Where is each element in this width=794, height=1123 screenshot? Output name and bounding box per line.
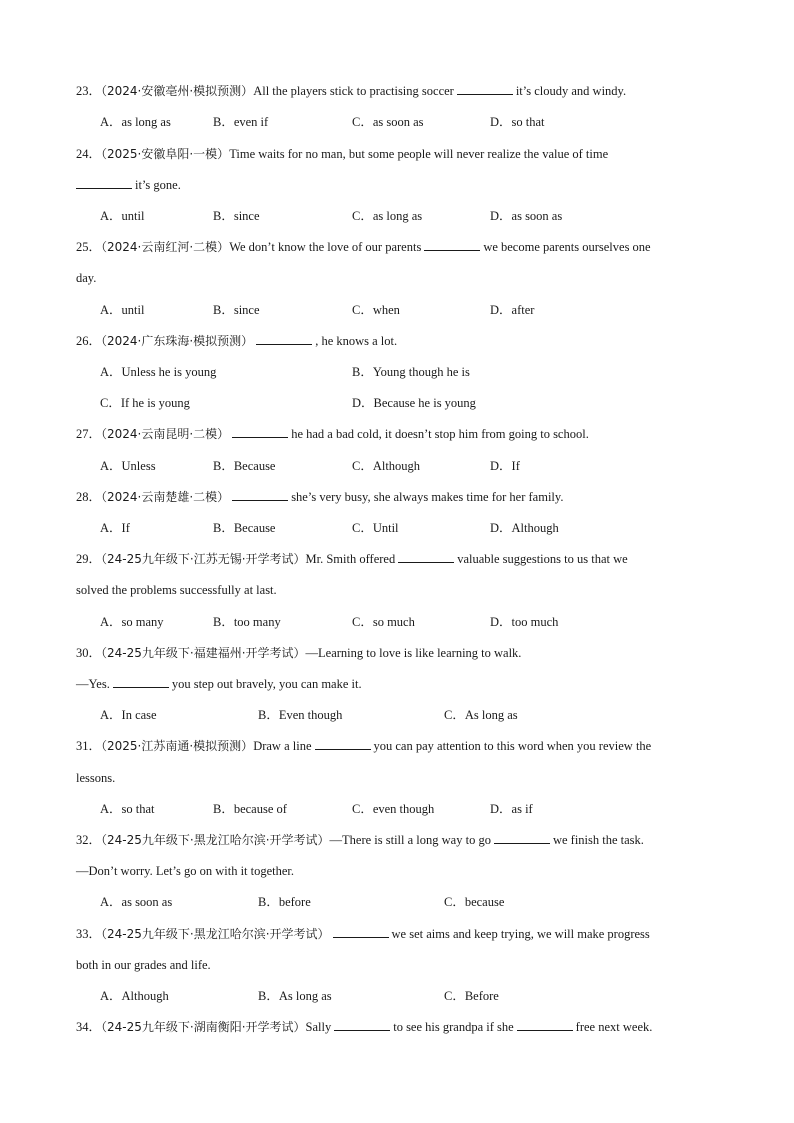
question-number: 34． bbox=[76, 1020, 102, 1034]
question-30 bbox=[76, 644, 721, 662]
option-c: C．because bbox=[444, 895, 505, 909]
question-text: solved the problems successfully at last. bbox=[76, 583, 277, 597]
option-b: B．Young though he is bbox=[352, 365, 470, 379]
question-number: 26． bbox=[76, 334, 102, 348]
option-c: C．Although bbox=[352, 459, 421, 473]
question-25-cont bbox=[76, 269, 721, 287]
option-c: C．when bbox=[352, 303, 400, 317]
option-d: D．too much bbox=[490, 615, 559, 629]
options-25 bbox=[100, 301, 740, 319]
answer-blank bbox=[232, 425, 288, 438]
option-c: C．as soon as bbox=[352, 115, 424, 129]
question-text: —There is still a long way to go bbox=[329, 833, 491, 847]
question-text: All the players stick to practising soccer bbox=[253, 84, 454, 98]
options-28 bbox=[100, 519, 740, 537]
question-30-cont bbox=[76, 675, 721, 693]
option-a: A．as long as bbox=[100, 115, 171, 129]
answer-blank bbox=[232, 488, 288, 501]
question-number: 28． bbox=[76, 490, 102, 504]
options-26-row2 bbox=[100, 394, 740, 412]
question-source: （2024·广东珠海·模拟预测） bbox=[101, 334, 254, 348]
options-26-row1 bbox=[100, 363, 740, 381]
question-text: lessons. bbox=[76, 771, 116, 785]
question-number: 30． bbox=[76, 646, 102, 660]
question-text: we finish the task. bbox=[552, 833, 644, 847]
question-source: （2025·安徽阜阳·一模） bbox=[101, 147, 230, 161]
question-source: （24-25九年级下·湖南衡阳·开学考试） bbox=[101, 1020, 306, 1034]
option-d: D．so that bbox=[490, 115, 545, 129]
question-number: 31． bbox=[76, 739, 102, 753]
option-c: C．If he is young bbox=[100, 396, 190, 410]
option-a: A．Unless bbox=[100, 459, 156, 473]
question-text: —Don’t worry. Let’s go on with it together. bbox=[76, 864, 295, 878]
question-number: 24． bbox=[76, 147, 102, 161]
question-source: （24-25九年级下·黑龙江哈尔滨·开学考试） bbox=[101, 833, 330, 847]
question-34 bbox=[76, 1018, 721, 1036]
options-31 bbox=[100, 800, 740, 818]
answer-blank bbox=[457, 82, 513, 95]
question-source: （24-25九年级下·江苏无锡·开学考试） bbox=[101, 552, 306, 566]
option-a: A．so many bbox=[100, 615, 164, 629]
question-source: （24-25九年级下·福建福州·开学考试） bbox=[101, 646, 306, 660]
option-a: A．as soon as bbox=[100, 895, 173, 909]
question-number: 32． bbox=[76, 833, 102, 847]
question-text: valuable suggestions to us that we bbox=[457, 552, 628, 566]
options-24 bbox=[100, 207, 740, 225]
option-b: B．Because bbox=[213, 521, 276, 535]
option-c: C．Before bbox=[444, 989, 499, 1003]
question-text: free next week. bbox=[575, 1020, 653, 1034]
option-c: C．even though bbox=[352, 802, 435, 816]
question-text: , he knows a lot. bbox=[315, 334, 398, 348]
question-source: （2024·云南楚雄·二模） bbox=[101, 490, 230, 504]
options-30 bbox=[100, 706, 740, 724]
question-25 bbox=[76, 238, 721, 256]
question-number: 29． bbox=[76, 552, 102, 566]
options-32 bbox=[100, 893, 740, 911]
question-number: 33． bbox=[76, 927, 102, 941]
question-text: we set aims and keep trying, we will make progress bbox=[391, 927, 650, 941]
option-d: D．If bbox=[490, 459, 520, 473]
question-source: （2024·云南昆明·二模） bbox=[101, 427, 230, 441]
option-c: C．Until bbox=[352, 521, 399, 535]
answer-blank bbox=[315, 737, 371, 750]
option-b: B．since bbox=[213, 209, 260, 223]
options-29 bbox=[100, 613, 740, 631]
options-23 bbox=[100, 113, 740, 131]
option-d: D．Because he is young bbox=[352, 396, 476, 410]
question-text: to see his grandpa if she bbox=[393, 1020, 514, 1034]
option-b: B．too many bbox=[213, 615, 281, 629]
question-source: （2024·云南红河·二模） bbox=[101, 240, 230, 254]
question-text: it’s gone. bbox=[135, 178, 181, 192]
option-a: A．so that bbox=[100, 802, 155, 816]
question-text: Draw a line bbox=[253, 739, 312, 753]
question-text: —Yes. bbox=[76, 677, 110, 691]
question-text: Time waits for no man, but some people will never realize the value of time bbox=[229, 147, 609, 161]
question-number: 27． bbox=[76, 427, 102, 441]
options-33 bbox=[100, 987, 740, 1005]
answer-blank bbox=[333, 925, 389, 938]
option-c: C．so much bbox=[352, 615, 415, 629]
option-d: D．as if bbox=[490, 802, 533, 816]
question-23 bbox=[76, 82, 721, 100]
question-text: you step out bravely, you can make it. bbox=[171, 677, 362, 691]
question-24-cont bbox=[76, 176, 721, 194]
option-b: B．Because bbox=[213, 459, 276, 473]
option-c: C．As long as bbox=[444, 708, 518, 722]
question-text: you can pay attention to this word when you review the bbox=[373, 739, 652, 753]
option-b: B．since bbox=[213, 303, 260, 317]
answer-blank bbox=[256, 332, 312, 345]
answer-blank bbox=[113, 675, 169, 688]
option-c: C．as long as bbox=[352, 209, 423, 223]
answer-blank bbox=[424, 238, 480, 251]
question-31-cont bbox=[76, 769, 721, 787]
option-b: B．As long as bbox=[258, 989, 332, 1003]
answer-blank bbox=[398, 550, 454, 563]
question-number: 25． bbox=[76, 240, 102, 254]
question-29-cont bbox=[76, 581, 721, 599]
option-b: B．Even though bbox=[258, 708, 343, 722]
answer-blank bbox=[517, 1018, 573, 1031]
question-source: （24-25九年级下·黑龙江哈尔滨·开学考试） bbox=[101, 927, 330, 941]
answer-blank bbox=[494, 831, 550, 844]
question-33-cont bbox=[76, 956, 721, 974]
question-text: Sally bbox=[305, 1020, 332, 1034]
question-text: Mr. Smith offered bbox=[305, 552, 396, 566]
option-d: D．after bbox=[490, 303, 535, 317]
question-text: day. bbox=[76, 271, 97, 285]
question-source: （2024·安徽亳州·模拟预测） bbox=[101, 84, 254, 98]
option-a: A．If bbox=[100, 521, 130, 535]
question-source: （2025·江苏南通·模拟预测） bbox=[101, 739, 254, 753]
question-text: both in our grades and life. bbox=[76, 958, 211, 972]
option-a: A．until bbox=[100, 209, 145, 223]
option-b: B．even if bbox=[213, 115, 269, 129]
option-b: B．before bbox=[258, 895, 311, 909]
option-a: A．until bbox=[100, 303, 145, 317]
question-text: We don’t know the love of our parents bbox=[229, 240, 422, 254]
question-text: it’s cloudy and windy. bbox=[515, 84, 627, 98]
question-text: we become parents ourselves one bbox=[483, 240, 651, 254]
question-33 bbox=[76, 925, 721, 943]
answer-blank bbox=[334, 1018, 390, 1031]
option-b: B．because of bbox=[213, 802, 287, 816]
answer-blank bbox=[76, 176, 132, 189]
option-a: A．Unless he is young bbox=[100, 365, 217, 379]
question-32 bbox=[76, 831, 721, 849]
question-24 bbox=[76, 145, 721, 163]
option-d: D．Although bbox=[490, 521, 559, 535]
question-29 bbox=[76, 550, 721, 568]
option-a: A．In case bbox=[100, 708, 157, 722]
question-number: 23． bbox=[76, 84, 102, 98]
option-a: A．Although bbox=[100, 989, 169, 1003]
question-32-cont bbox=[76, 862, 721, 880]
question-31 bbox=[76, 737, 721, 755]
option-d: D．as soon as bbox=[490, 209, 563, 223]
question-text: —Learning to love is like learning to walk. bbox=[305, 646, 522, 660]
question-text: she’s very busy, she always makes time for her family. bbox=[291, 490, 564, 504]
question-text: he had a bad cold, it doesn’t stop him from going to school. bbox=[291, 427, 589, 441]
options-27 bbox=[100, 457, 740, 475]
question-28 bbox=[76, 488, 721, 506]
question-27 bbox=[76, 425, 721, 443]
question-26 bbox=[76, 332, 721, 350]
